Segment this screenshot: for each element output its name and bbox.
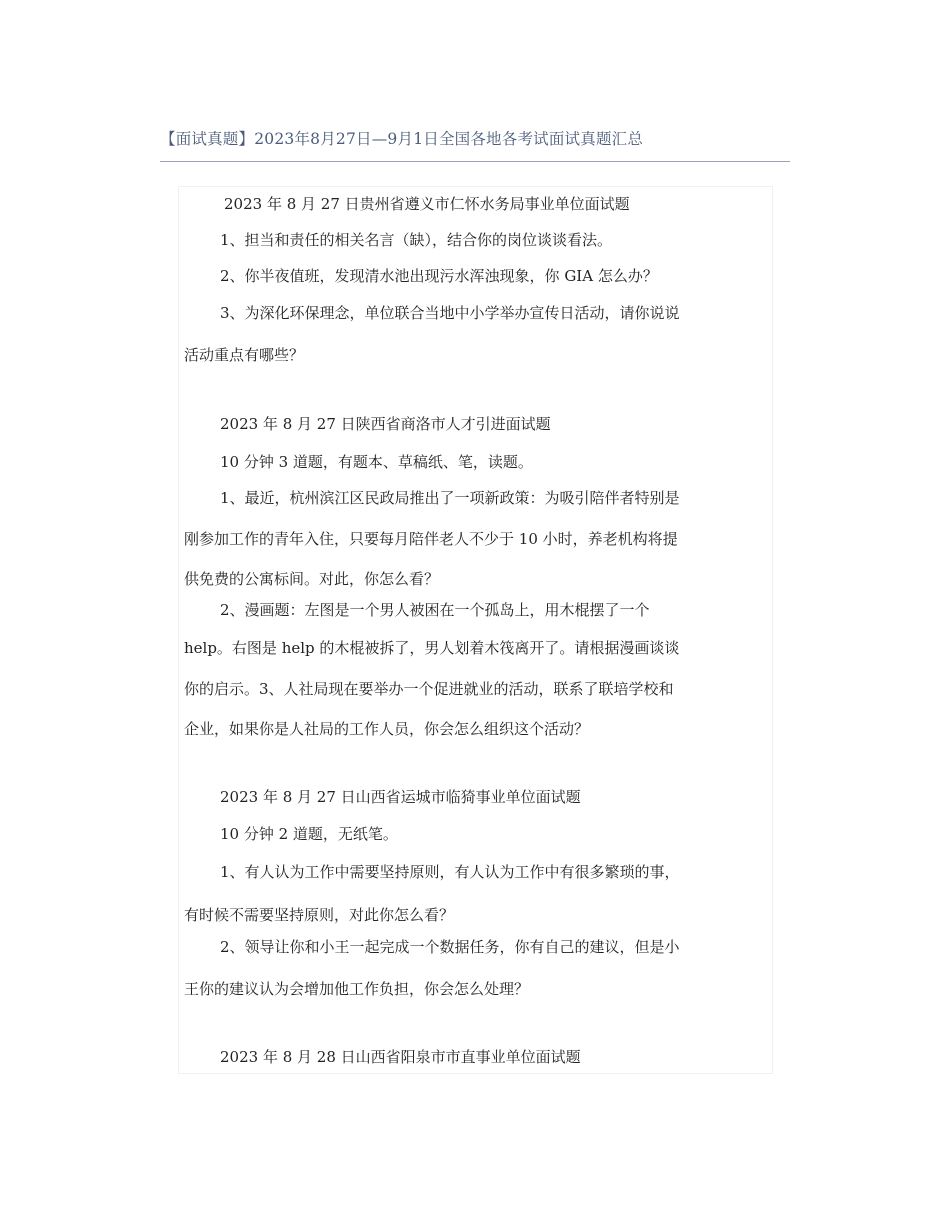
question-line: 你的启示。3、人社局现在要举办一个促进就业的活动，联系了联培学校和 (184, 680, 674, 698)
question-line: 活动重点有哪些？ (184, 346, 305, 364)
section-heading: 2023 年 8 月 27 日山西省运城市临猗事业单位面试题 (220, 788, 581, 806)
question-line: 企业，如果你是人社局的工作人员，你会怎么组织这个活动？ (184, 720, 590, 738)
question-line: 10 分钟 3 道题，有题本、草稿纸、笔，读题。 (220, 453, 533, 471)
question-line: help。右图是 help 的木棍被拆了，男人划着木筏离开了。请根据漫画谈谈 (184, 639, 680, 657)
question-line: 刚参加工作的青年入住，只要每月陪伴老人不少于 10 小时，养老机构将提 (184, 530, 678, 548)
question-line: 2、你半夜值班，发现清水池出现污水浑浊现象，你 GIA 怎么办？ (220, 267, 658, 285)
section-heading: 2023 年 8 月 28 日山西省阳泉市市直事业单位面试题 (220, 1048, 581, 1066)
content-frame (178, 186, 773, 1074)
question-line: 1、担当和责任的相关名言（缺），结合你的岗位谈谈看法。 (220, 231, 613, 249)
title-divider (160, 161, 790, 162)
question-line: 供免费的公寓标间。对此，你怎么看？ (184, 570, 440, 588)
question-line: 王你的建议认为会增加他工作负担，你会怎么处理？ (184, 980, 530, 998)
question-line: 有时候不需要坚持原则，对此你怎么看？ (184, 906, 455, 924)
question-line: 1、有人认为工作中需要坚持原则，有人认为工作中有很多繁琐的事， (220, 863, 680, 881)
question-line: 2、漫画题：左图是一个男人被困在一个孤岛上，用木棍摆了一个 (220, 601, 650, 619)
section-heading: 2023 年 8 月 27 日贵州省遵义市仁怀水务局事业单位面试题 (224, 195, 630, 213)
question-line: 3、为深化环保理念，单位联合当地中小学举办宣传日活动，请你说说 (220, 304, 680, 322)
page-title: 【面试真题】2023年8月27日—9月1日全国各地各考试面试真题汇总 (160, 130, 644, 148)
question-line: 10 分钟 2 道题，无纸笔。 (220, 825, 398, 843)
question-line: 1、最近，杭州滨江区民政局推出了一项新政策：为吸引陪伴者特别是 (220, 489, 680, 507)
question-line: 2、领导让你和小王一起完成一个数据任务，你有自己的建议，但是小 (220, 938, 680, 956)
section-heading: 2023 年 8 月 27 日陕西省商洛市人才引进面试题 (220, 415, 551, 433)
